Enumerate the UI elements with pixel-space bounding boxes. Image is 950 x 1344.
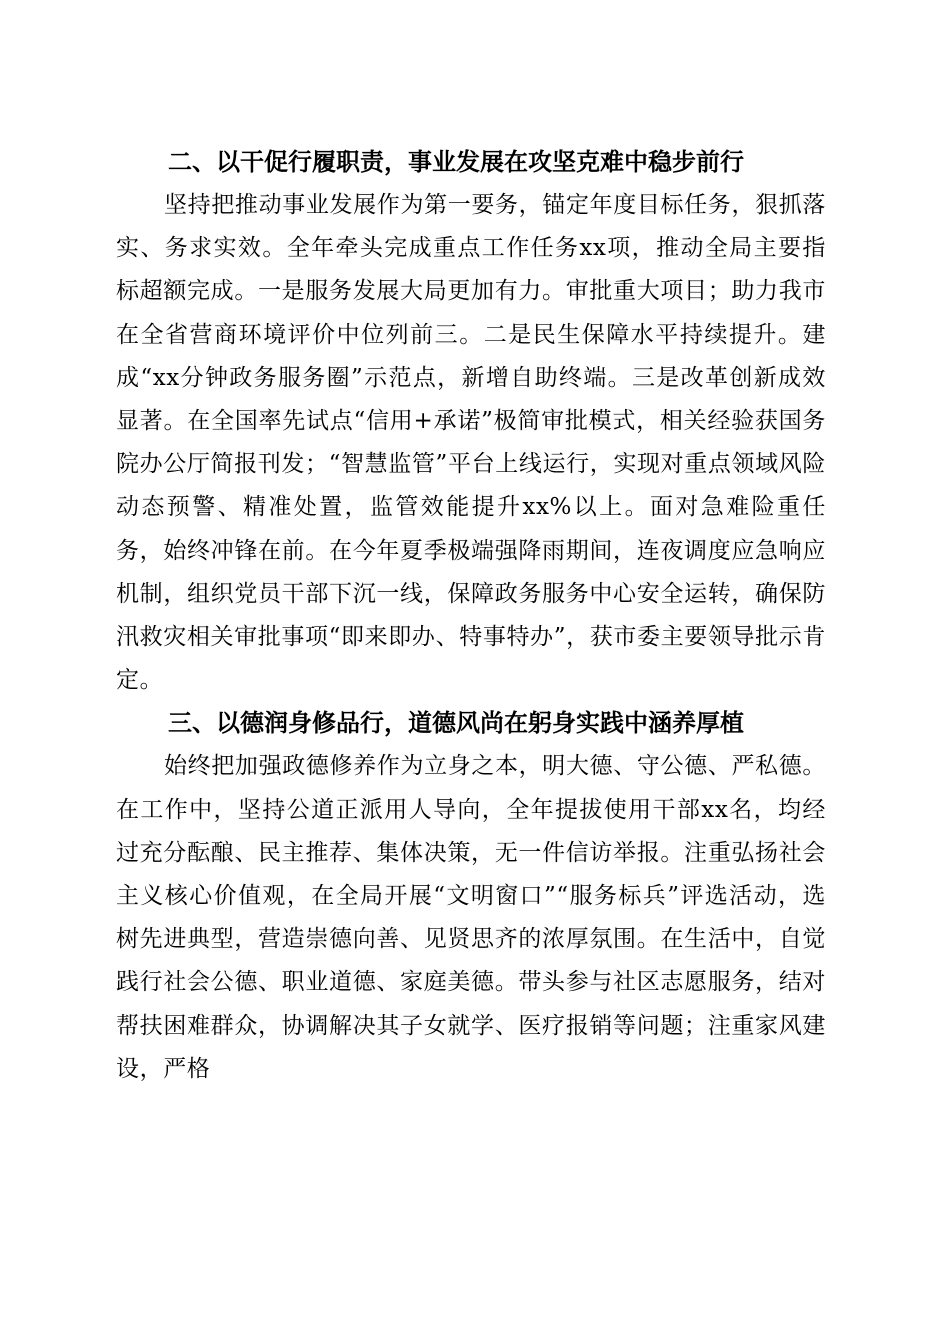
document-body [116, 141, 826, 1091]
section-heading-3: 三、以德润身修品行，道德风尚在躬身实践中涵养厚植 [168, 709, 744, 738]
section-paragraph-3: 始终把加强政德修养作为立身之本，明大德、守公德、严私德。在工作中，坚持公道正派用人导向，全年提拔使用干部xx名，均经过充分酝酿、民主推荐、集体决策，无一件信访举报。注重弘扬社会主义核心价值观，在全局开展“文明窗口”“服务标兵”评选活动，选树先进典型，营造崇德向善、见贤思齐的浓厚氛围。在生活中，自觉践行社会公德、职业道德、家庭美德。带头参与社区志愿服务，结对帮扶困难群众，协调解决其子女就学、医疗报销等问题；注重家风建设，严格 [116, 753, 826, 1082]
section-paragraph-2: 坚持把推动事业发展作为第一要务，锚定年度目标任务，狠抓落实、务求实效。全年牵头完成重点工作任务xx项，推动全局主要指标超额完成。一是服务发展大局更加有力。审批重大项目；助力我市在全省营商环境评价中位列前三。二是民生保障水平持续提升。建成“xx分钟政务服务圈”示范点，新增自助终端。三是改革创新成效显著。在全国率先试点“信用+承诺”极简审批模式，相关经验获国务院办公厅简报刊发；“智慧监管”平台上线运行，实现对重点领域风险动态预警、精准处置，监管效能提升xx%以上。面对急难险重任务，始终冲锋在前。在今年夏季极端强降雨期间，连夜调度应急响应机制，组织党员干部下沉一线，保障政务服务中心安全运转，确保防汛救灾相关审批事项“即来即办、特事特办”，获市委主要领导批示肯定。 [116, 192, 826, 694]
section-heading-2: 二、以干促行履职责，事业发展在攻坚克难中稳步前行 [168, 148, 744, 176]
